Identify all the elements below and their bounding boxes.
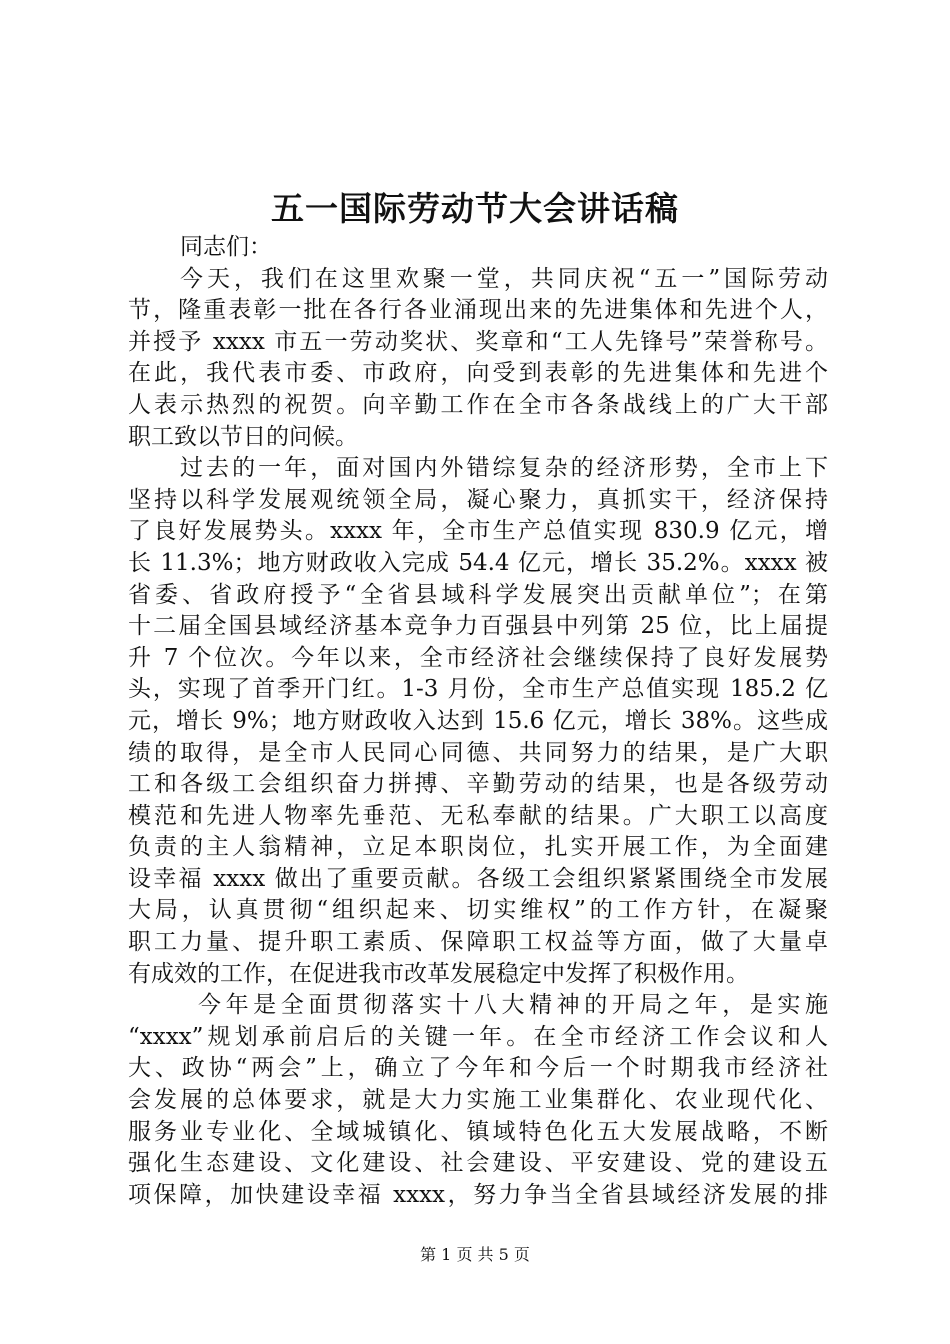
body-line: 大局，认真贯彻“组织起来、切实维权”的工作方针，在凝聚 <box>128 897 828 924</box>
body-line: 十二届全国县域经济基本竞争力百强县中列第 25 位，比上届提 <box>128 613 828 640</box>
body-line: “xxxx”规划承前启后的关键一年。在全市经济工作会议和人 <box>128 1023 828 1050</box>
body-line: 长 11.3%；地方财政收入完成 54.4 亿元，增长 35.2%。xxxx 被 <box>128 549 828 576</box>
document-body <box>128 232 828 1211</box>
body-line: 在此，我代表市委、市政府，向受到表彰的先进集体和先进个 <box>128 360 828 387</box>
body-line: 绩的取得，是全市人民同心同德、共同努力的结果，是广大职 <box>128 739 828 766</box>
body-line: 节，隆重表彰一批在各行各业涌现出来的先进集体和先进个人， <box>128 297 828 324</box>
body-line: 坚持以科学发展观统领全局，凝心聚力，真抓实干，经济保持 <box>128 486 828 513</box>
body-line: 人表示热烈的祝贺。向辛勤工作在全市各条战线上的广大干部 <box>128 391 828 418</box>
body-line: 会发展的总体要求，就是大力实施工业集群化、农业现代化、 <box>128 1087 828 1114</box>
body-line: 了良好发展势头。xxxx 年，全市生产总值实现 830.9 亿元，增 <box>128 518 828 545</box>
body-line: 职工力量、提升职工素质、保障职工权益等方面，做了大量卓 <box>128 929 828 956</box>
body-line: 有成效的工作，在促进我市改革发展稳定中发挥了积极作用。 <box>128 960 749 987</box>
body-line: 职工致以节日的问候。 <box>128 423 358 450</box>
body-line: 服务业专业化、全域城镇化、镇域特色化五大发展战略，不断 <box>128 1118 828 1145</box>
body-line: 头，实现了首季开门红。1-3 月份，全市生产总值实现 185.2 亿 <box>128 676 828 703</box>
body-line: 项保障，加快建设幸福 xxxx，努力争当全省县域经济发展的排 <box>128 1181 828 1208</box>
body-line: 过去的一年，面对国内外错综复杂的经济形势，全市上下 <box>180 455 828 482</box>
page-footer <box>0 1245 950 1265</box>
body-line: 省委、省政府授予“全省县域科学发展突出贡献单位”；在第 <box>128 581 828 608</box>
salutation-line: 同志们： <box>180 234 272 260</box>
body-line: 工和各级工会组织奋力拼搏、辛勤劳动的结果，也是各级劳动 <box>128 771 828 798</box>
body-line: 并授予 xxxx 市五一劳动奖状、奖章和“工人先锋号”荣誉称号。 <box>128 328 828 355</box>
body-line: 大、政协“两会”上，确立了今年和今后一个时期我市经济社 <box>128 1055 828 1082</box>
body-line: 元，增长 9%；地方财政收入达到 15.6 亿元，增长 38%。这些成 <box>128 707 828 734</box>
body-line: 今年是全面贯彻落实十八大精神的开局之年，是实施 <box>198 992 828 1019</box>
document-title: 五一国际劳动节大会讲话稿 <box>271 189 679 228</box>
body-line: 模范和先进人物率先垂范、无私奉献的结果。广大职工以高度 <box>128 802 828 829</box>
body-line: 强化生态建设、文化建设、社会建设、平安建设、党的建设五 <box>128 1150 828 1177</box>
body-line: 设幸福 xxxx 做出了重要贡献。各级工会组织紧紧围绕全市发展 <box>128 865 828 892</box>
body-line: 负责的主人翁精神，立足本职岗位，扎实开展工作，为全面建 <box>128 834 828 861</box>
page-number: 第 1 页 共 5 页 <box>420 1245 530 1264</box>
body-line: 今天，我们在这里欢聚一堂，共同庆祝“五一”国际劳动 <box>180 265 828 292</box>
body-line: 升 7 个位次。今年以来，全市经济社会继续保持了良好发展势 <box>128 644 828 671</box>
